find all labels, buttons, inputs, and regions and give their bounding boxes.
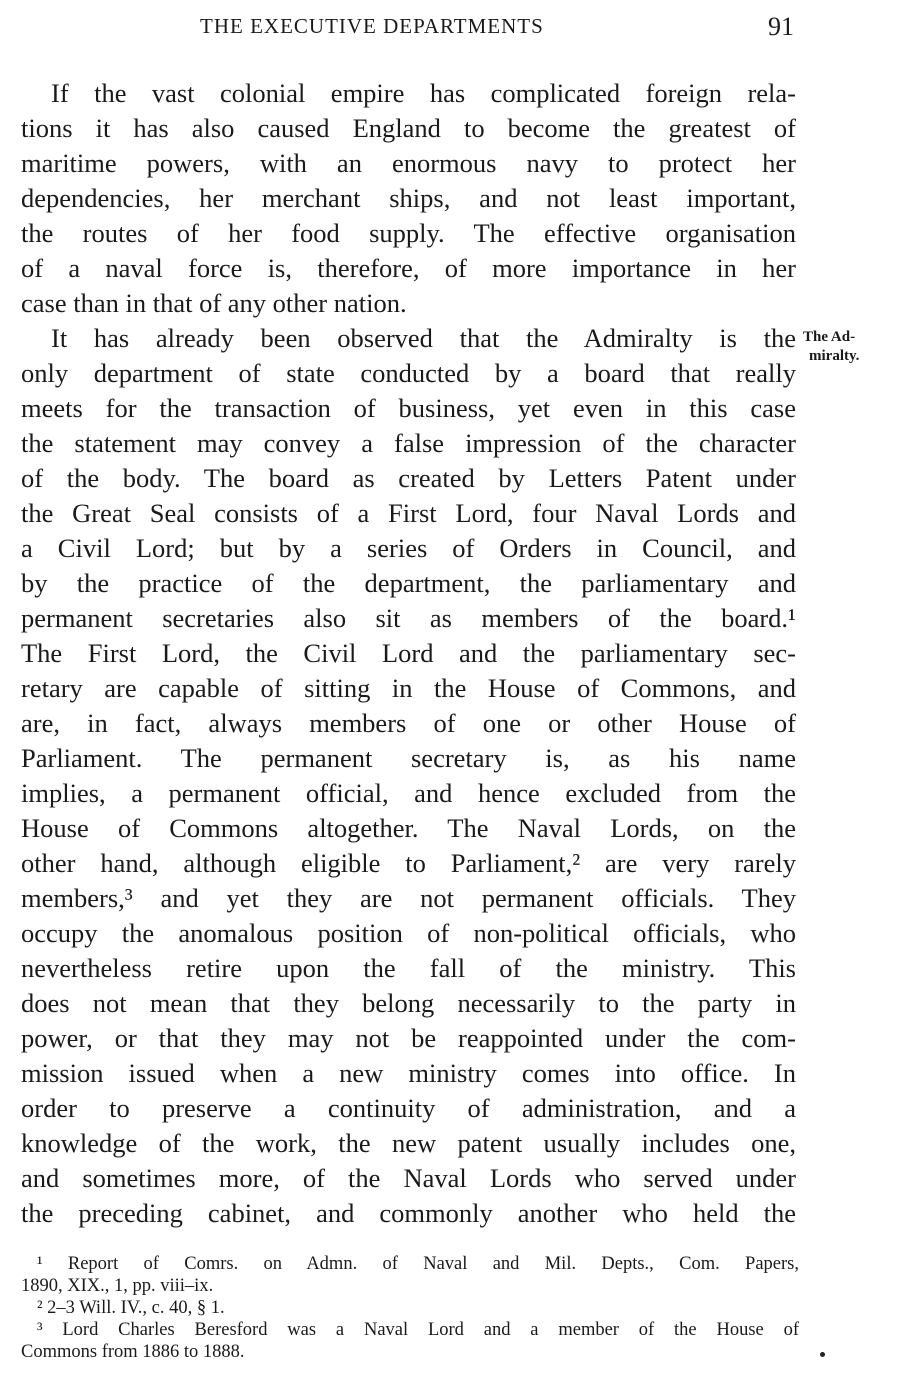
page-number: 91: [768, 12, 794, 41]
text-line: House of Commons altogether. The Naval Lords, on the: [21, 813, 796, 843]
running-head: THE EXECUTIVE DEPARTMENTS: [200, 14, 544, 38]
text-line: the routes of her food supply. The effective organisation: [21, 218, 796, 248]
text-line: power, or that they may not be reappointed under the com-: [21, 1023, 796, 1053]
text-line: It has already been observed that the Admiralty is the: [51, 323, 796, 353]
text-line: dependencies, her merchant ships, and not least important,: [21, 183, 796, 213]
text-line: tions it has also caused England to become the greatest of: [21, 113, 796, 143]
footnote-line: Commons from 1886 to 1888.: [21, 1342, 245, 1362]
text-line: are, in fact, always members of one or other House of: [21, 708, 796, 738]
text-line: members,³ and yet they are not permanent officials. They: [21, 883, 796, 913]
text-line: other hand, although eligible to Parliament,² are very rarely: [21, 848, 796, 878]
text-line: nevertheless retire upon the fall of the ministry. This: [21, 953, 796, 983]
text-line: permanent secretaries also sit as members of the board.¹: [21, 603, 796, 633]
text-line: implies, a permanent official, and hence excluded from the: [21, 778, 796, 808]
text-line: mission issued when a new ministry comes into office. In: [21, 1058, 796, 1088]
text-line: The First Lord, the Civil Lord and the parliamentary sec-: [21, 638, 796, 668]
text-line: knowledge of the work, the new patent usually includes one,: [21, 1128, 796, 1158]
sidenote-line: miralty.: [809, 348, 860, 364]
text-line: and sometimes more, of the Naval Lords who served under: [21, 1163, 796, 1193]
footnote-line: 1890, XIX., 1, pp. viii–ix.: [21, 1276, 214, 1296]
text-line: the Great Seal consists of a First Lord, four Naval Lords and: [21, 498, 796, 528]
text-line: by the practice of the department, the parliamentary and: [21, 568, 796, 598]
sidenote-line: The Ad-: [803, 329, 856, 345]
main-text: [21, 76, 796, 1231]
text-line: a Civil Lord; but by a series of Orders in Council, and: [21, 533, 796, 563]
text-line: If the vast colonial empire has complicated foreign rela-: [51, 78, 796, 108]
footnotes: [21, 1253, 799, 1363]
footnote-line: ¹ Report of Comrs. on Admn. of Naval and Mil. Depts., Com. Papers,: [37, 1254, 799, 1274]
text-line: order to preserve a continuity of administration, and a: [21, 1093, 796, 1123]
text-line: the statement may convey a false impression of the character: [21, 428, 796, 458]
footnote-line: ² 2–3 Will. IV., c. 40, § 1.: [37, 1298, 225, 1318]
page-header: [200, 14, 800, 44]
text-line: occupy the anomalous position of non-political officials, who: [21, 918, 796, 948]
text-line: Parliament. The permanent secretary is, as his name: [21, 743, 796, 773]
text-line: maritime powers, with an enormous navy to protect her: [21, 148, 796, 178]
text-line: of a naval force is, therefore, of more importance in her: [21, 253, 796, 283]
text-line: only department of state conducted by a board that really: [21, 358, 796, 388]
print-mark: [820, 1352, 825, 1357]
text-line: case than in that of any other nation.: [21, 288, 407, 318]
margin-sidenote: [803, 328, 903, 366]
text-line: does not mean that they belong necessarily to the party in: [21, 988, 796, 1018]
text-line: retary are capable of sitting in the House of Commons, and: [21, 673, 796, 703]
text-line: meets for the transaction of business, yet even in this case: [21, 393, 796, 423]
text-line: of the body. The board as created by Letters Patent under: [21, 463, 796, 493]
text-line: the preceding cabinet, and commonly another who held the: [21, 1198, 796, 1228]
footnote-line: ³ Lord Charles Beresford was a Naval Lord and a member of the House of: [37, 1320, 799, 1340]
